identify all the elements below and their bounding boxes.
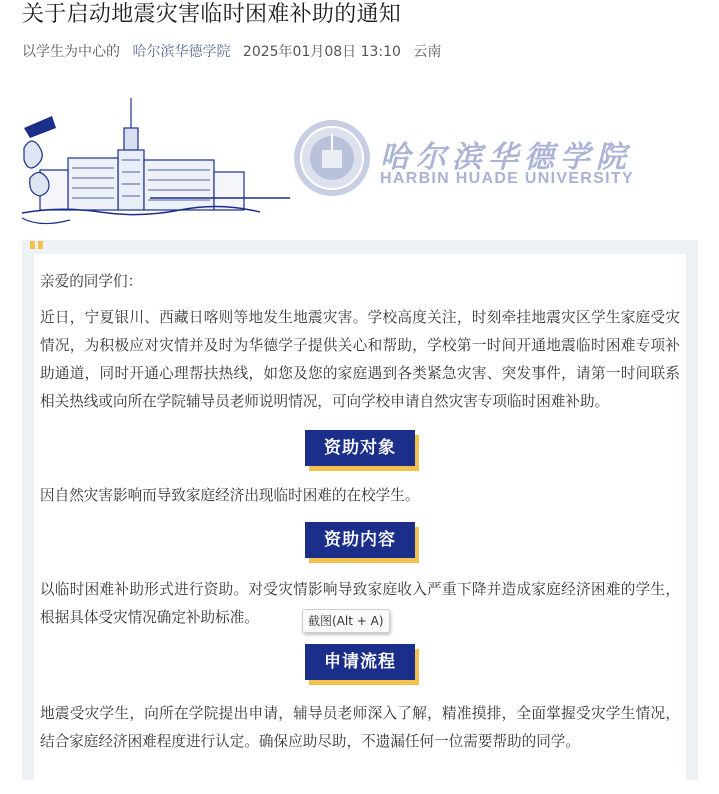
article-meta xyxy=(22,42,449,62)
greeting-text: 亲爱的同学们： xyxy=(40,273,143,290)
screenshot-tooltip: 截图(Alt + A) xyxy=(302,609,390,633)
heading-label: 资助内容 xyxy=(305,522,415,558)
author-label: 以学生为中心的 xyxy=(22,44,120,60)
school-logo-icon xyxy=(294,120,370,196)
article-title: 关于启动地震灾害临时困难补助的通知 xyxy=(22,2,402,27)
section-text-funding-content: 以临时困难补助形式进行资助。对受灾情影响导致家庭收入严重下降并造成家庭经济困难的学生，根据具体受灾情况确定补助标准。 xyxy=(40,581,680,626)
section-heading-application-process xyxy=(305,644,415,681)
intro-paragraph: 近日，宁夏银川、西藏日喀则等地发生地震灾害。学校高度关注，时刻牵挂地震灾区学生家庭受灾情况，为积极应对灾情并及时为华德学子提供关心和帮助，学校第一时间开通地震临时困难专项补助通道，同时开通心理帮扶热线，如您及您的家庭遇到各类紧急灾害、突发事件，请第一时间联系相关热线或向所在学院辅导员老师说明情况，可向学校申请自然灾害专项临时困难补助。 xyxy=(40,309,680,410)
section-heading-funding-content xyxy=(305,522,415,559)
heading-label: 资助对象 xyxy=(305,430,415,466)
publish-datetime: 2025年01月08日 13:10 xyxy=(242,44,401,60)
school-name-en: HARBIN HUADE UNIVERSITY xyxy=(380,170,634,187)
building-sketch-image xyxy=(22,98,260,224)
account-name-link[interactable]: 哈尔滨华德学院 xyxy=(132,44,231,60)
section-heading-funding-target xyxy=(305,430,415,467)
section-text-application-process: 地震受灾学生，向所在学院提出申请，辅导员老师深入了解，精准摸排，全面掌握受灾学生情况，结合家庭经济困难程度进行认定。确保应助尽助，不遗漏任何一位需要帮助的同学。 xyxy=(40,705,680,750)
school-name-cn: 哈尔滨华德学院 xyxy=(380,140,632,175)
school-banner xyxy=(0,88,719,238)
section-text-funding-target: 因自然灾害影响而导致家庭经济出现临时困难的在校学生。 xyxy=(40,487,420,504)
publish-location: 云南 xyxy=(413,44,442,60)
quote-mark-icon xyxy=(30,241,44,251)
heading-label: 申请流程 xyxy=(305,644,415,680)
